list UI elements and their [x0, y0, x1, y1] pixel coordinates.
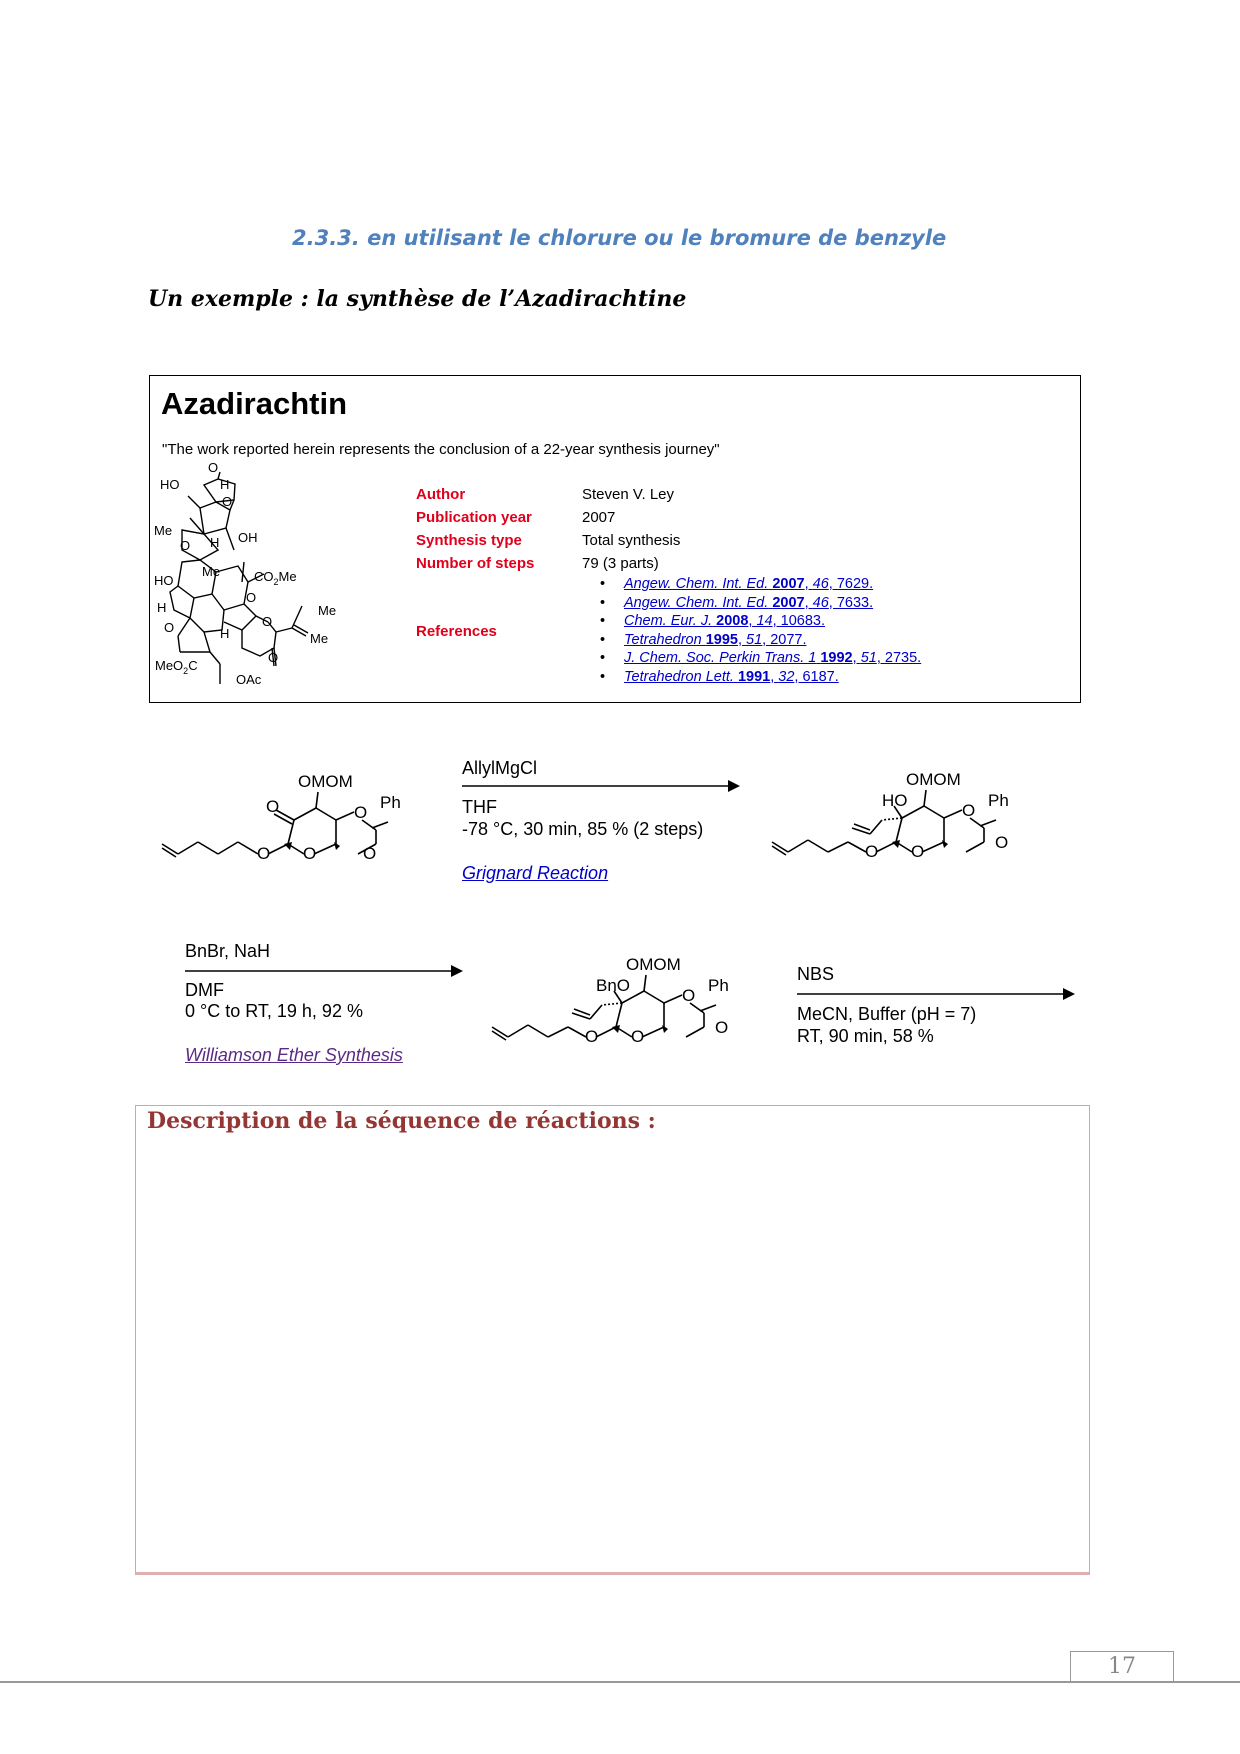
label-meo2c: MeO$_2$C	[155, 658, 198, 676]
reference-item	[586, 668, 921, 687]
reaction2-arrow	[185, 963, 465, 979]
reference-item	[586, 612, 921, 631]
author-label: Author	[416, 486, 466, 503]
label-h-3: H	[157, 600, 167, 615]
reference-item	[586, 594, 921, 613]
reaction3-arrow	[797, 986, 1077, 1002]
year-value: 2007	[582, 509, 616, 526]
references-list	[586, 575, 921, 686]
description-title: Description de la séquence de réactions :	[147, 1108, 656, 1134]
reaction1-conditions: -78 °C, 30 min, 85 % (2 steps)	[462, 819, 704, 839]
example-heading: Un exemple : la synthèse de l’Azadirachtine	[148, 286, 687, 312]
label-co2me: $CO_2Me$	[254, 569, 297, 587]
label-ketone-o: O	[266, 797, 280, 816]
label-o-9: O	[682, 986, 696, 1005]
reaction1-arrow	[462, 778, 742, 794]
label-o-12: O	[715, 1018, 729, 1037]
reaction2-reagent: BnBr, NaH	[185, 941, 271, 961]
label-o-8: O	[995, 833, 1009, 852]
reference-link[interactable]: J. Chem. Soc. Perkin Trans. 1 1992, 51, 2735.	[624, 650, 922, 666]
label-omom-2: OMOM	[906, 770, 961, 789]
reaction3-conditions-line2: RT, 90 min, 58 %	[797, 1026, 934, 1046]
label-o-2: O	[257, 844, 271, 863]
label-o-3: O	[303, 844, 317, 863]
label-omom: OMOM	[298, 772, 353, 791]
label-ho: HO	[882, 791, 908, 810]
molecule-allyl-alcohol	[770, 762, 1045, 877]
reaction3-conditions-line1: MeCN, Buffer (pH = 7)	[797, 1004, 977, 1024]
label-o-7: O	[911, 842, 925, 861]
label-o-ring-2: O	[246, 590, 257, 605]
label-me-3: Me	[318, 603, 337, 618]
label-o-5: O	[962, 801, 976, 820]
azadirachtin-structure	[154, 460, 385, 695]
label-o-10: O	[585, 1027, 599, 1046]
label-ho: HO	[160, 477, 180, 492]
reference-link[interactable]: Chem. Eur. J. 2008, 14, 10683.	[624, 613, 826, 629]
reference-item	[586, 631, 921, 650]
type-label: Synthesis type	[416, 532, 522, 549]
label-me-1: Me	[154, 523, 173, 538]
reference-link[interactable]: Tetrahedron Lett. 1991, 32, 6187.	[624, 668, 839, 685]
year-label: Publication year	[416, 509, 532, 526]
label-o-4: O	[363, 844, 377, 863]
label-o-ring: O	[180, 538, 191, 553]
label-o-top: O	[208, 460, 219, 475]
label-h-4: H	[220, 626, 230, 641]
label-h: H	[220, 477, 230, 492]
label-o-carbonyl: O	[268, 650, 279, 665]
footer-line	[0, 1681, 1240, 1683]
label-ph: Ph	[380, 793, 401, 812]
williamson-ether-synthesis-link[interactable]: Williamson Ether Synthesis	[185, 1045, 403, 1065]
label-oac: OAc	[236, 672, 262, 687]
reaction3-reagent: NBS	[797, 964, 835, 984]
label-me-4: Me	[310, 631, 329, 646]
reference-link[interactable]: Tetrahedron 1995, 51, 2077.	[624, 631, 807, 648]
label-omom-3: OMOM	[626, 955, 681, 974]
grignard-reaction-link[interactable]: Grignard Reaction	[462, 863, 609, 883]
label-o-11: O	[631, 1027, 645, 1046]
card-title: Azadirachtin	[161, 386, 348, 421]
description-box[interactable]	[135, 1105, 1090, 1575]
reference-item	[586, 649, 921, 668]
label-o-cage: O	[222, 494, 233, 509]
molecule-ketone	[158, 762, 433, 877]
section-heading: 2.3.3. en utilisant le chlorure ou le bromure de benzyle	[292, 226, 947, 250]
label-o-6: O	[865, 842, 879, 861]
label-me-2: Me	[202, 564, 221, 579]
type-value: Total synthesis	[582, 532, 681, 549]
label-h-2: H	[210, 535, 220, 550]
steps-value: 79 (3 parts)	[582, 555, 659, 572]
label-ho-2: HO	[154, 573, 174, 588]
label-bno: BnO	[596, 976, 631, 995]
label-ph-2: Ph	[988, 791, 1009, 810]
reaction1-solvent: THF	[462, 797, 497, 817]
card-quote: "The work reported herein represents the conclusion of a 22-year synthesis journey"	[162, 441, 720, 458]
reaction2-solvent: DMF	[185, 980, 224, 1000]
label-ph-3: Ph	[708, 976, 729, 995]
reference-item	[586, 575, 921, 594]
reaction2-conditions: 0 °C to RT, 19 h, 92 %	[185, 1001, 363, 1021]
label-o-ester: O	[262, 614, 273, 629]
references-label: References	[416, 623, 497, 640]
reference-link[interactable]: Angew. Chem. Int. Ed. 2007, 46, 7629.	[624, 576, 874, 592]
page-number: 17	[1070, 1651, 1174, 1682]
reference-link[interactable]: Angew. Chem. Int. Ed. 2007, 46, 7633.	[624, 594, 874, 611]
molecule-benzyl-ether	[490, 945, 765, 1060]
label-o-ring-3: O	[164, 620, 175, 635]
label-o-1: O	[354, 803, 368, 822]
reaction1-reagent: AllylMgCl	[462, 758, 538, 778]
label-oh: OH	[238, 530, 258, 545]
steps-label: Number of steps	[416, 555, 535, 572]
author-value: Steven V. Ley	[582, 486, 675, 503]
